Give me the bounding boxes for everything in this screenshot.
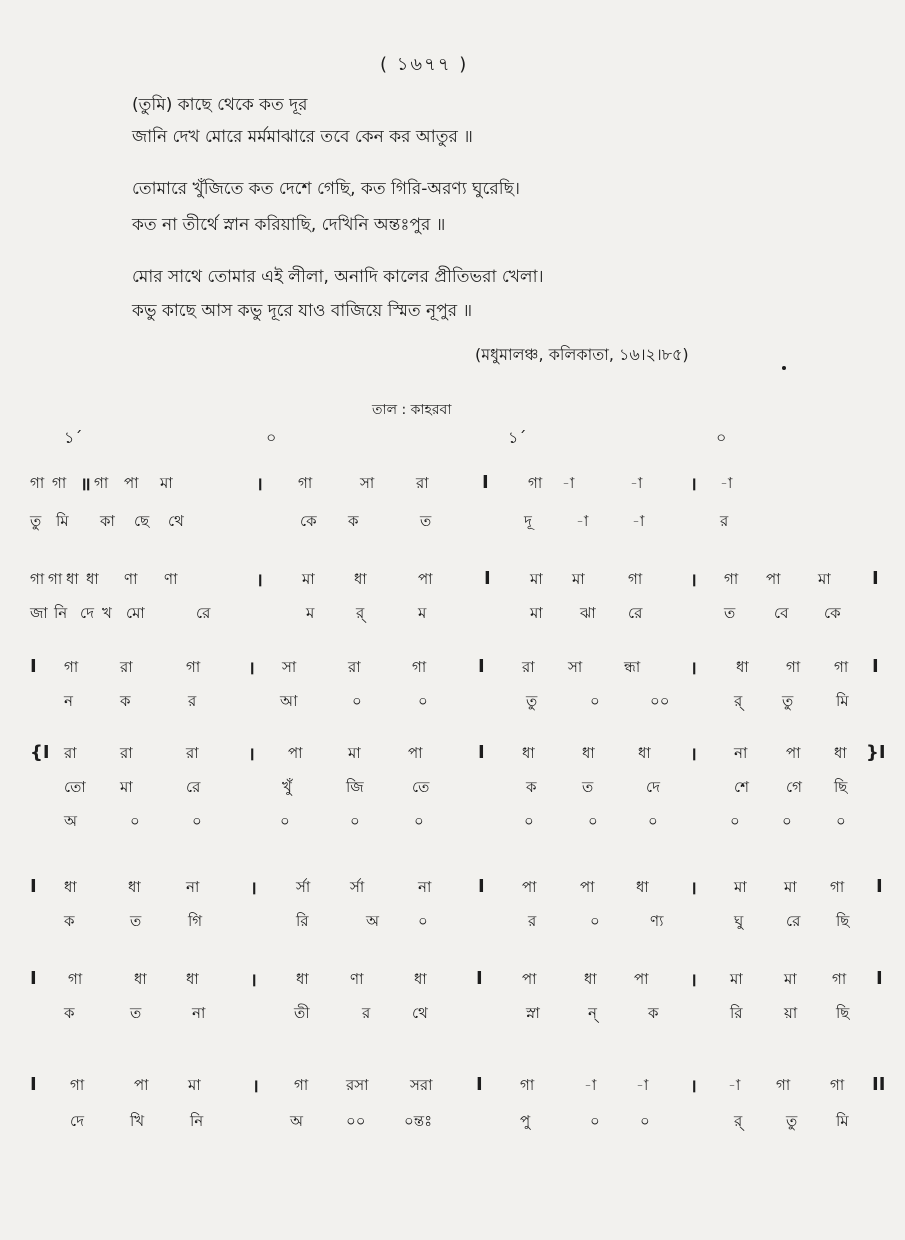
bar-line: । [256, 570, 263, 591]
bar-line: । [690, 970, 697, 991]
notation-cell: পা [134, 1076, 149, 1094]
notation-cell: মা [734, 878, 747, 896]
notation-cell: পা [634, 970, 649, 988]
swara-note: পা [418, 570, 433, 588]
notation-cell: -া [728, 1076, 741, 1094]
notation-cell: কা [100, 512, 115, 530]
notation-cell: র [720, 512, 729, 530]
swara-note: ধা [582, 744, 595, 762]
bar-line: I [876, 968, 883, 989]
swara-note: অ [366, 912, 379, 930]
notation-row [0, 656, 905, 684]
swara-note: ধা [522, 744, 535, 762]
swara-note: ন্ [588, 1004, 597, 1022]
notation-cell: র্ [356, 604, 365, 622]
notation-cell: র্ [734, 1112, 743, 1130]
bar-line: I [484, 568, 491, 589]
swara-note: ণা [164, 570, 178, 588]
notation-cell: ০ [648, 812, 658, 830]
swara-note: ০ [590, 912, 600, 930]
swara-note: ছি [836, 1004, 850, 1022]
notation-cell: ঝা [580, 604, 596, 622]
swara-note: রা [64, 744, 77, 762]
swara-note: য়া [784, 1004, 798, 1022]
notation-cell: ছি [834, 778, 848, 796]
bar-line: । [690, 1076, 697, 1097]
notation-cell: ক [120, 692, 131, 710]
swara-note: রা [120, 744, 133, 762]
notation-cell: ০ [280, 812, 290, 830]
swara-note: মা [530, 570, 543, 588]
notation-cell: মো [126, 604, 145, 622]
swara-note: গা [724, 570, 739, 588]
bar-line: । [250, 878, 257, 899]
notation-cell: নি [54, 604, 68, 622]
bar-line: । [248, 744, 255, 765]
speck [782, 366, 786, 370]
notation-cell: ম [306, 604, 315, 622]
notation-cell: র্সা [350, 878, 365, 896]
swara-note: রা [416, 474, 429, 492]
swara-note: রে [786, 912, 801, 930]
swara-note: র [362, 1004, 371, 1022]
notation-cell: -া [636, 1076, 649, 1094]
swara-note: সা [568, 658, 583, 676]
notation-cell: সরা [410, 1076, 433, 1094]
beat-marker: ০ [266, 428, 277, 447]
notation-cell: ০ [418, 692, 428, 710]
notation-cell: রে [186, 778, 201, 796]
bar-line: । [690, 474, 697, 495]
notation-cell: ণা [350, 970, 364, 988]
notation-cell: মা [784, 878, 797, 896]
notation-cell: রে [196, 604, 211, 622]
notation-row [0, 876, 905, 904]
swara-note: ধা [834, 744, 847, 762]
notation-cell: না [418, 878, 432, 896]
swara-note: ণ্য [650, 912, 664, 930]
bar-line: I [872, 656, 879, 677]
notation-cell: ধা [186, 970, 199, 988]
tala-title: তাল : কাহরবা [372, 402, 452, 418]
notation-cell: জা [30, 604, 48, 622]
swara-note: ছি [836, 912, 850, 930]
bar-line: । [690, 744, 697, 765]
notation-cell: ধা [636, 878, 649, 896]
beat-marker: ১´ [508, 428, 527, 447]
swara-note: ত [130, 912, 142, 930]
notation-cell: ০ [588, 812, 598, 830]
notation-cell: কে [824, 604, 841, 622]
notation-cell: কে [300, 512, 317, 530]
swara-note: গি [188, 912, 203, 930]
notation-cell: ০০ [650, 692, 670, 710]
notation-cell: ছে [134, 512, 150, 530]
lyric-line: কভু কাছে আস কভু দূরে যাও বাজিয়ে স্মিত নূপুর ॥ [132, 301, 473, 321]
swara-note: থে [412, 1004, 428, 1022]
swara-note: পা [124, 474, 139, 492]
notation-cell: গা [520, 1076, 535, 1094]
notation-cell: তু [786, 1112, 798, 1130]
notation-cell: গা [294, 1076, 309, 1094]
lyric-line: মোর সাথে তোমার এই লীলা, অনাদি কালের প্রীতিভরা খেলা। [132, 267, 544, 287]
notation-cell: আ [280, 692, 298, 710]
notation-cell: দে [80, 604, 94, 622]
swara-note: ক [64, 912, 75, 930]
lyric-line: (তুমি) কাছে থেকে কত দূর [132, 95, 308, 115]
bar-line: II [872, 1074, 886, 1095]
notation-row [0, 472, 905, 500]
bar-line: I [478, 742, 485, 763]
notation-cell: -া [576, 512, 589, 530]
notation-cell: পা [522, 970, 537, 988]
swara-note: গা [412, 658, 427, 676]
notation-cell: মা [730, 970, 743, 988]
swara-note: ধা [354, 570, 367, 588]
swara-note: র [528, 912, 537, 930]
notation-cell: -া [632, 512, 645, 530]
swara-note: গা [52, 474, 67, 492]
notation-cell: ০ন্তঃ [404, 1112, 433, 1130]
lyric-line: কত না তীর্থে স্নান করিয়াছি, দেখিনি অন্তঃপুর ॥ [132, 215, 446, 235]
swara-note: গা [298, 474, 313, 492]
notation-cell: তে [412, 778, 430, 796]
notation-cell: ০ [350, 812, 360, 830]
swara-note: পা [408, 744, 423, 762]
bar-line: {I [30, 742, 50, 763]
notation-cell: র্সা [296, 878, 311, 896]
swara-note: রা [348, 658, 361, 676]
notation-cell: গা [830, 878, 845, 896]
beat-marker: ০ [716, 428, 727, 447]
swara-note: -া [720, 474, 733, 492]
notation-cell: গে [786, 778, 802, 796]
notation-cell: দে [646, 778, 660, 796]
notation-cell: রসা [346, 1076, 369, 1094]
swara-note: গা [628, 570, 643, 588]
swara-note: মা [160, 474, 173, 492]
swara-note: না [192, 1004, 206, 1022]
notation-cell: ন [64, 692, 73, 710]
notation-cell: পু [520, 1112, 531, 1130]
notation-cell: তু [526, 692, 538, 710]
notation-cell: জি [346, 778, 364, 796]
swara-note: গা [94, 474, 109, 492]
notation-cell: গা [832, 970, 847, 988]
notation-cell: খুঁ [282, 778, 292, 796]
notation-cell: ০ [640, 1112, 650, 1130]
notation-cell: খ [102, 604, 112, 622]
swara-note: -া [562, 474, 575, 492]
swara-note: পা [786, 744, 801, 762]
notation-cell: তু [782, 692, 794, 710]
swara-note: ণা [124, 570, 138, 588]
swara-note: গা [48, 570, 63, 588]
notation-cell: রে [628, 604, 643, 622]
notation-cell: গা [776, 1076, 791, 1094]
swara-note: না [734, 744, 748, 762]
notation-cell: না [186, 878, 200, 896]
swara-note: ০ [418, 912, 428, 930]
notation-cell: মা [188, 1076, 201, 1094]
notation-cell: অ [64, 812, 77, 830]
bar-line: I [482, 472, 489, 493]
notation-row [0, 910, 905, 938]
bar-line: }I [866, 742, 886, 763]
swara-note: পা [766, 570, 781, 588]
notation-cell: ত [724, 604, 736, 622]
notation-cell: খি [130, 1112, 145, 1130]
notation-cell: ০০ [346, 1112, 366, 1130]
notation-row [0, 810, 905, 838]
notation-row [0, 1074, 905, 1102]
bar-line: । [256, 474, 263, 495]
swara-note: মা [818, 570, 831, 588]
notation-cell: ত [582, 778, 594, 796]
swara-note: তী [294, 1004, 310, 1022]
bar-line: । [690, 570, 697, 591]
swara-note: ধা [66, 570, 79, 588]
bar-line: । [252, 1076, 259, 1097]
notation-row [0, 510, 905, 538]
swara-note: গা [834, 658, 849, 676]
swara-note: ক [64, 1004, 75, 1022]
notation-cell: পা [580, 878, 595, 896]
notation-cell: মি [836, 692, 849, 710]
swara-note: গা [528, 474, 543, 492]
swara-note: রা [522, 658, 535, 676]
notation-cell: গা [70, 1076, 85, 1094]
notation-cell: তু [30, 512, 42, 530]
swara-note: ক [648, 1004, 659, 1022]
notation-cell: অ [290, 1112, 303, 1130]
notation-cell: ধা [134, 970, 147, 988]
notation-cell: গা [830, 1076, 845, 1094]
notation-cell: ধা [64, 878, 77, 896]
bar-line: । [250, 970, 257, 991]
bar-line: I [476, 968, 483, 989]
notation-row [0, 742, 905, 770]
notation-cell: মা [784, 970, 797, 988]
bar-line: I [30, 968, 37, 989]
lyric-line: তোমারে খুঁজিতে কত দেশে গেছি, কত গিরি-অরণ্য ঘুরেছি। [132, 179, 520, 199]
swara-note: ধা [638, 744, 651, 762]
notation-cell: ০ [730, 812, 740, 830]
notation-cell: তো [64, 778, 86, 796]
bar-line: I [478, 876, 485, 897]
bar-line: । [690, 878, 697, 899]
notation-cell: ০ [524, 812, 534, 830]
notation-cell: ক [348, 512, 359, 530]
swara-note: ধা [736, 658, 749, 676]
notation-cell: মি [836, 1112, 849, 1130]
swara-note: রা [186, 744, 199, 762]
notation-cell: ধা [128, 878, 141, 896]
lyric-line: জানি দেখ মোরে মর্মমাঝারে তবে কেন কর আতুর ॥ [132, 127, 473, 147]
notation-cell: ০ [782, 812, 792, 830]
notation-cell: ধা [414, 970, 427, 988]
bar-line: ॥ [80, 474, 91, 495]
notation-row [0, 602, 905, 630]
notation-cell: বে [774, 604, 789, 622]
notation-cell: ক [526, 778, 537, 796]
swara-note: গা [786, 658, 801, 676]
notation-cell: দে [70, 1112, 84, 1130]
bar-line: I [476, 1074, 483, 1095]
swara-note: গা [30, 570, 45, 588]
swara-note: গা [186, 658, 201, 676]
bar-line: I [30, 1074, 37, 1095]
notation-cell: শে [734, 778, 749, 796]
notation-cell: -া [584, 1076, 597, 1094]
notation-cell: নি [190, 1112, 204, 1130]
notation-cell: মি [56, 512, 69, 530]
swara-note: রি [730, 1004, 743, 1022]
bar-line: I [30, 876, 37, 897]
swara-note: স্না [526, 1004, 540, 1022]
notation-cell: ম [418, 604, 427, 622]
bar-line: I [30, 656, 37, 677]
notation-cell: ত [420, 512, 432, 530]
notation-row [0, 568, 905, 596]
swara-note: মা [572, 570, 585, 588]
bar-line: I [872, 568, 879, 589]
bar-line: I [876, 876, 883, 897]
swara-note: মা [348, 744, 361, 762]
notation-cell: থে [168, 512, 184, 530]
swara-note: গা [64, 658, 79, 676]
notation-cell: দূ [524, 512, 532, 530]
source-citation: (মধুমালঞ্চ, কলিকাতা, ১৬।২।৮৫) [475, 345, 689, 364]
swara-note: সা [360, 474, 375, 492]
bar-line: । [690, 658, 697, 679]
notation-cell: ধা [584, 970, 597, 988]
swara-note: গা [30, 474, 45, 492]
notation-cell: ০ [836, 812, 846, 830]
notation-cell: র্ [734, 692, 743, 710]
notation-row [0, 968, 905, 996]
notation-cell: মা [120, 778, 133, 796]
swara-note: রা [120, 658, 133, 676]
swara-note: ত [130, 1004, 142, 1022]
swara-note: পা [288, 744, 303, 762]
notation-cell: ০ [414, 812, 424, 830]
page-number: ( ১৬৭৭ ) [380, 54, 469, 75]
notation-row [0, 1110, 905, 1138]
swara-note: -া [630, 474, 643, 492]
swara-note: ঘু [734, 912, 744, 930]
notation-cell: ০ [130, 812, 140, 830]
notation-cell: ০ [192, 812, 202, 830]
notation-cell: ০ [352, 692, 362, 710]
notation-cell: গা [68, 970, 83, 988]
swara-note: ন্ধা [624, 658, 641, 676]
swara-note: রি [296, 912, 309, 930]
notation-row [0, 1002, 905, 1030]
bar-line: I [478, 656, 485, 677]
notation-cell: ০ [590, 692, 600, 710]
notation-row [0, 776, 905, 804]
notation-cell: পা [522, 878, 537, 896]
notation-cell: র [188, 692, 197, 710]
notation-cell: ধা [296, 970, 309, 988]
notation-cell: মা [530, 604, 543, 622]
swara-note: ধা [86, 570, 99, 588]
notation-row [0, 690, 905, 718]
swara-note: মা [302, 570, 315, 588]
beat-marker: ১´ [64, 428, 83, 447]
notation-cell: ০ [590, 1112, 600, 1130]
bar-line: । [248, 658, 255, 679]
swara-note: সা [282, 658, 297, 676]
